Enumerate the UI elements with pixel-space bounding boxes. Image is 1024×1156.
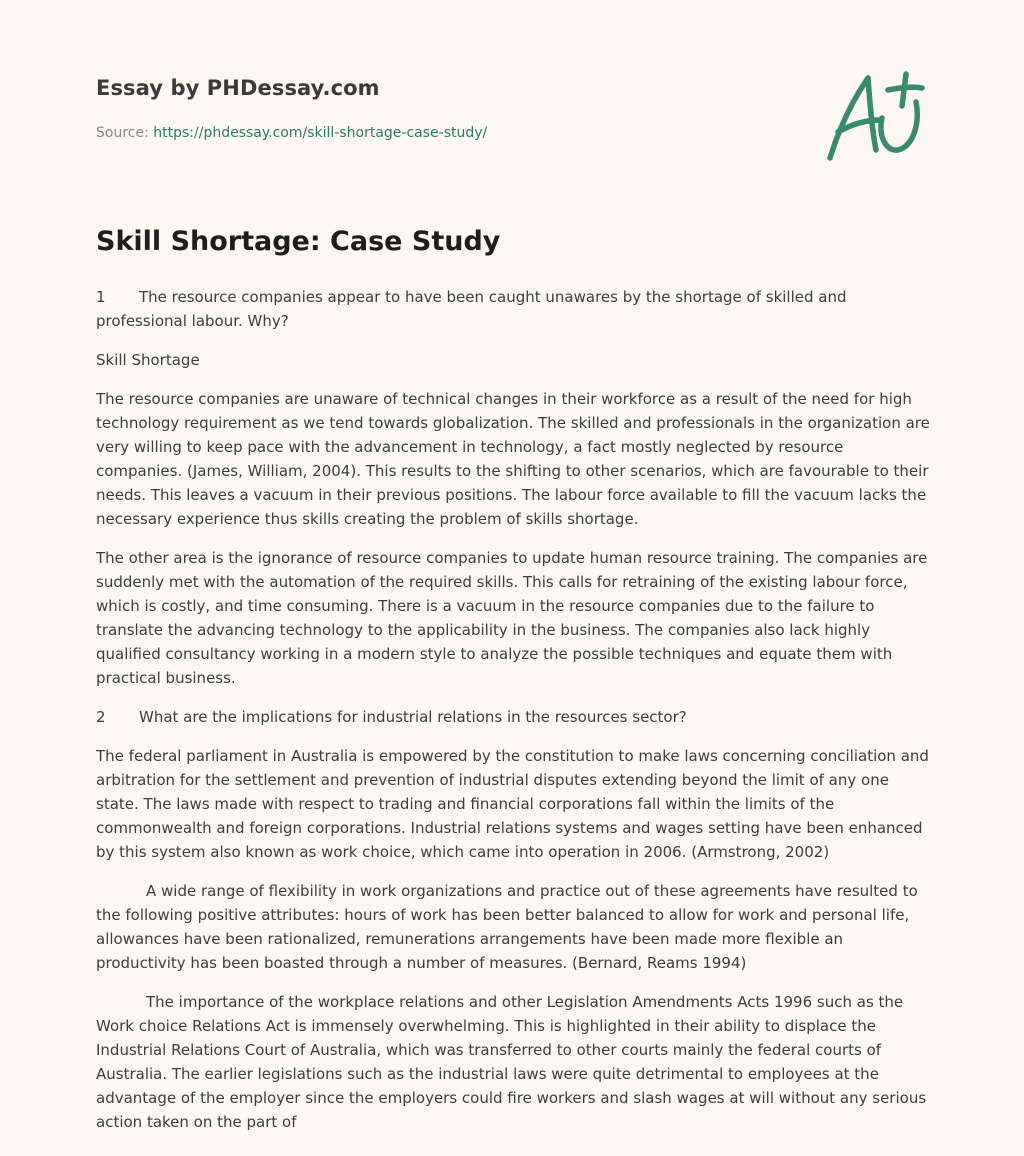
question-1	[96, 285, 932, 333]
source-line	[96, 125, 487, 141]
question-1-text: The resource companies appear to have been caught unawares by the shortage of skilled and professional labour. Why?	[96, 288, 847, 330]
paragraph-3: The federal parliament in Australia is empowered by the constitution to make laws concerning conciliation and arbitration for the settlement and prevention of industrial disputes extending beyond the limit of any one state. The laws made with respect to trading and financial corporations fall within the limits of the commonwealth and foreign corporations. Industrial relations systems and wages setting have been enhanced by this system also known as work choice, which came into operation in 2006. (Armstrong, 2002)	[96, 747, 929, 861]
essay-body	[96, 285, 932, 1149]
question-2-number: 2	[96, 708, 106, 726]
logo-a-right-stroke	[868, 78, 876, 150]
source-link[interactable]: https://phdessay.com/skill-shortage-case-study/	[153, 125, 488, 141]
paragraph-2: The other area is the ignorance of resource companies to update human resource training. The companies are suddenly met with the automation of the required skills. This calls for retraining of the existing labour force, which is costly, and time consuming. There is a vacuum in the resource companies due to the failure to translate the advancing technology to the applicability in the business. The companies also lack highly qualified consultancy working in a modern style to analyze the possible techniques and equate them with practical business.	[96, 549, 928, 687]
site-brand: Essay by PHDessay.com	[96, 76, 380, 100]
logo-a-left-stroke	[830, 78, 868, 158]
question-2-text: What are the implications for industrial relations in the resources sector?	[139, 708, 687, 726]
source-label: Source:	[96, 125, 149, 141]
paragraph-5-text: The importance of the workplace relations and other Legislation Amendments Acts 1996 such as the Work choice Relations Act is immensely overwhelming. This is highlighted in their ability to displace the Industrial Relations Court of Australia, which was transferred to other courts mainly the federal courts of Australia. The earlier legislations such as the industrial laws were quite detrimental to employees at the advantage of the employer since the employers could fire workers and slash wages at will without any serious action taken on the part of	[96, 993, 927, 1131]
essay-title: Skill Shortage: Case Study	[96, 226, 501, 257]
paragraph-1: The resource companies are unaware of technical changes in their workforce as a result of the need for high technology requirement as we tend towards globalization. The skilled and professionals in the organization are very willing to keep pace with the advancement in technology, a fact mostly neglected by resource companies. (James, William, 2004). This results to the shifting to other scenarios, which are favourable to their needs. This leaves a vacuum in their previous positions. The labour force available to fill the vacuum lacks the necessary experience thus skills creating the problem of skills shortage.	[96, 390, 930, 528]
paragraph-4-text: A wide range of flexibility in work organizations and practice out of these agreements have resulted to the following positive attributes: hours of work has been better balanced to allow for work and personal life, allowances have been rationalized, remunerations arrangements have been made more flexible an productivity has been boasted through a number of measures. (Bernard, Reams 1994)	[96, 882, 918, 972]
question-2	[96, 705, 932, 729]
paragraph-4	[96, 879, 932, 975]
section-heading: Skill Shortage	[96, 351, 200, 369]
logo-plus-horizontal	[888, 87, 922, 90]
question-1-number: 1	[96, 288, 106, 306]
a-plus-logo-icon	[822, 66, 928, 166]
paragraph-5	[96, 990, 932, 1134]
logo-swoosh	[881, 102, 917, 150]
